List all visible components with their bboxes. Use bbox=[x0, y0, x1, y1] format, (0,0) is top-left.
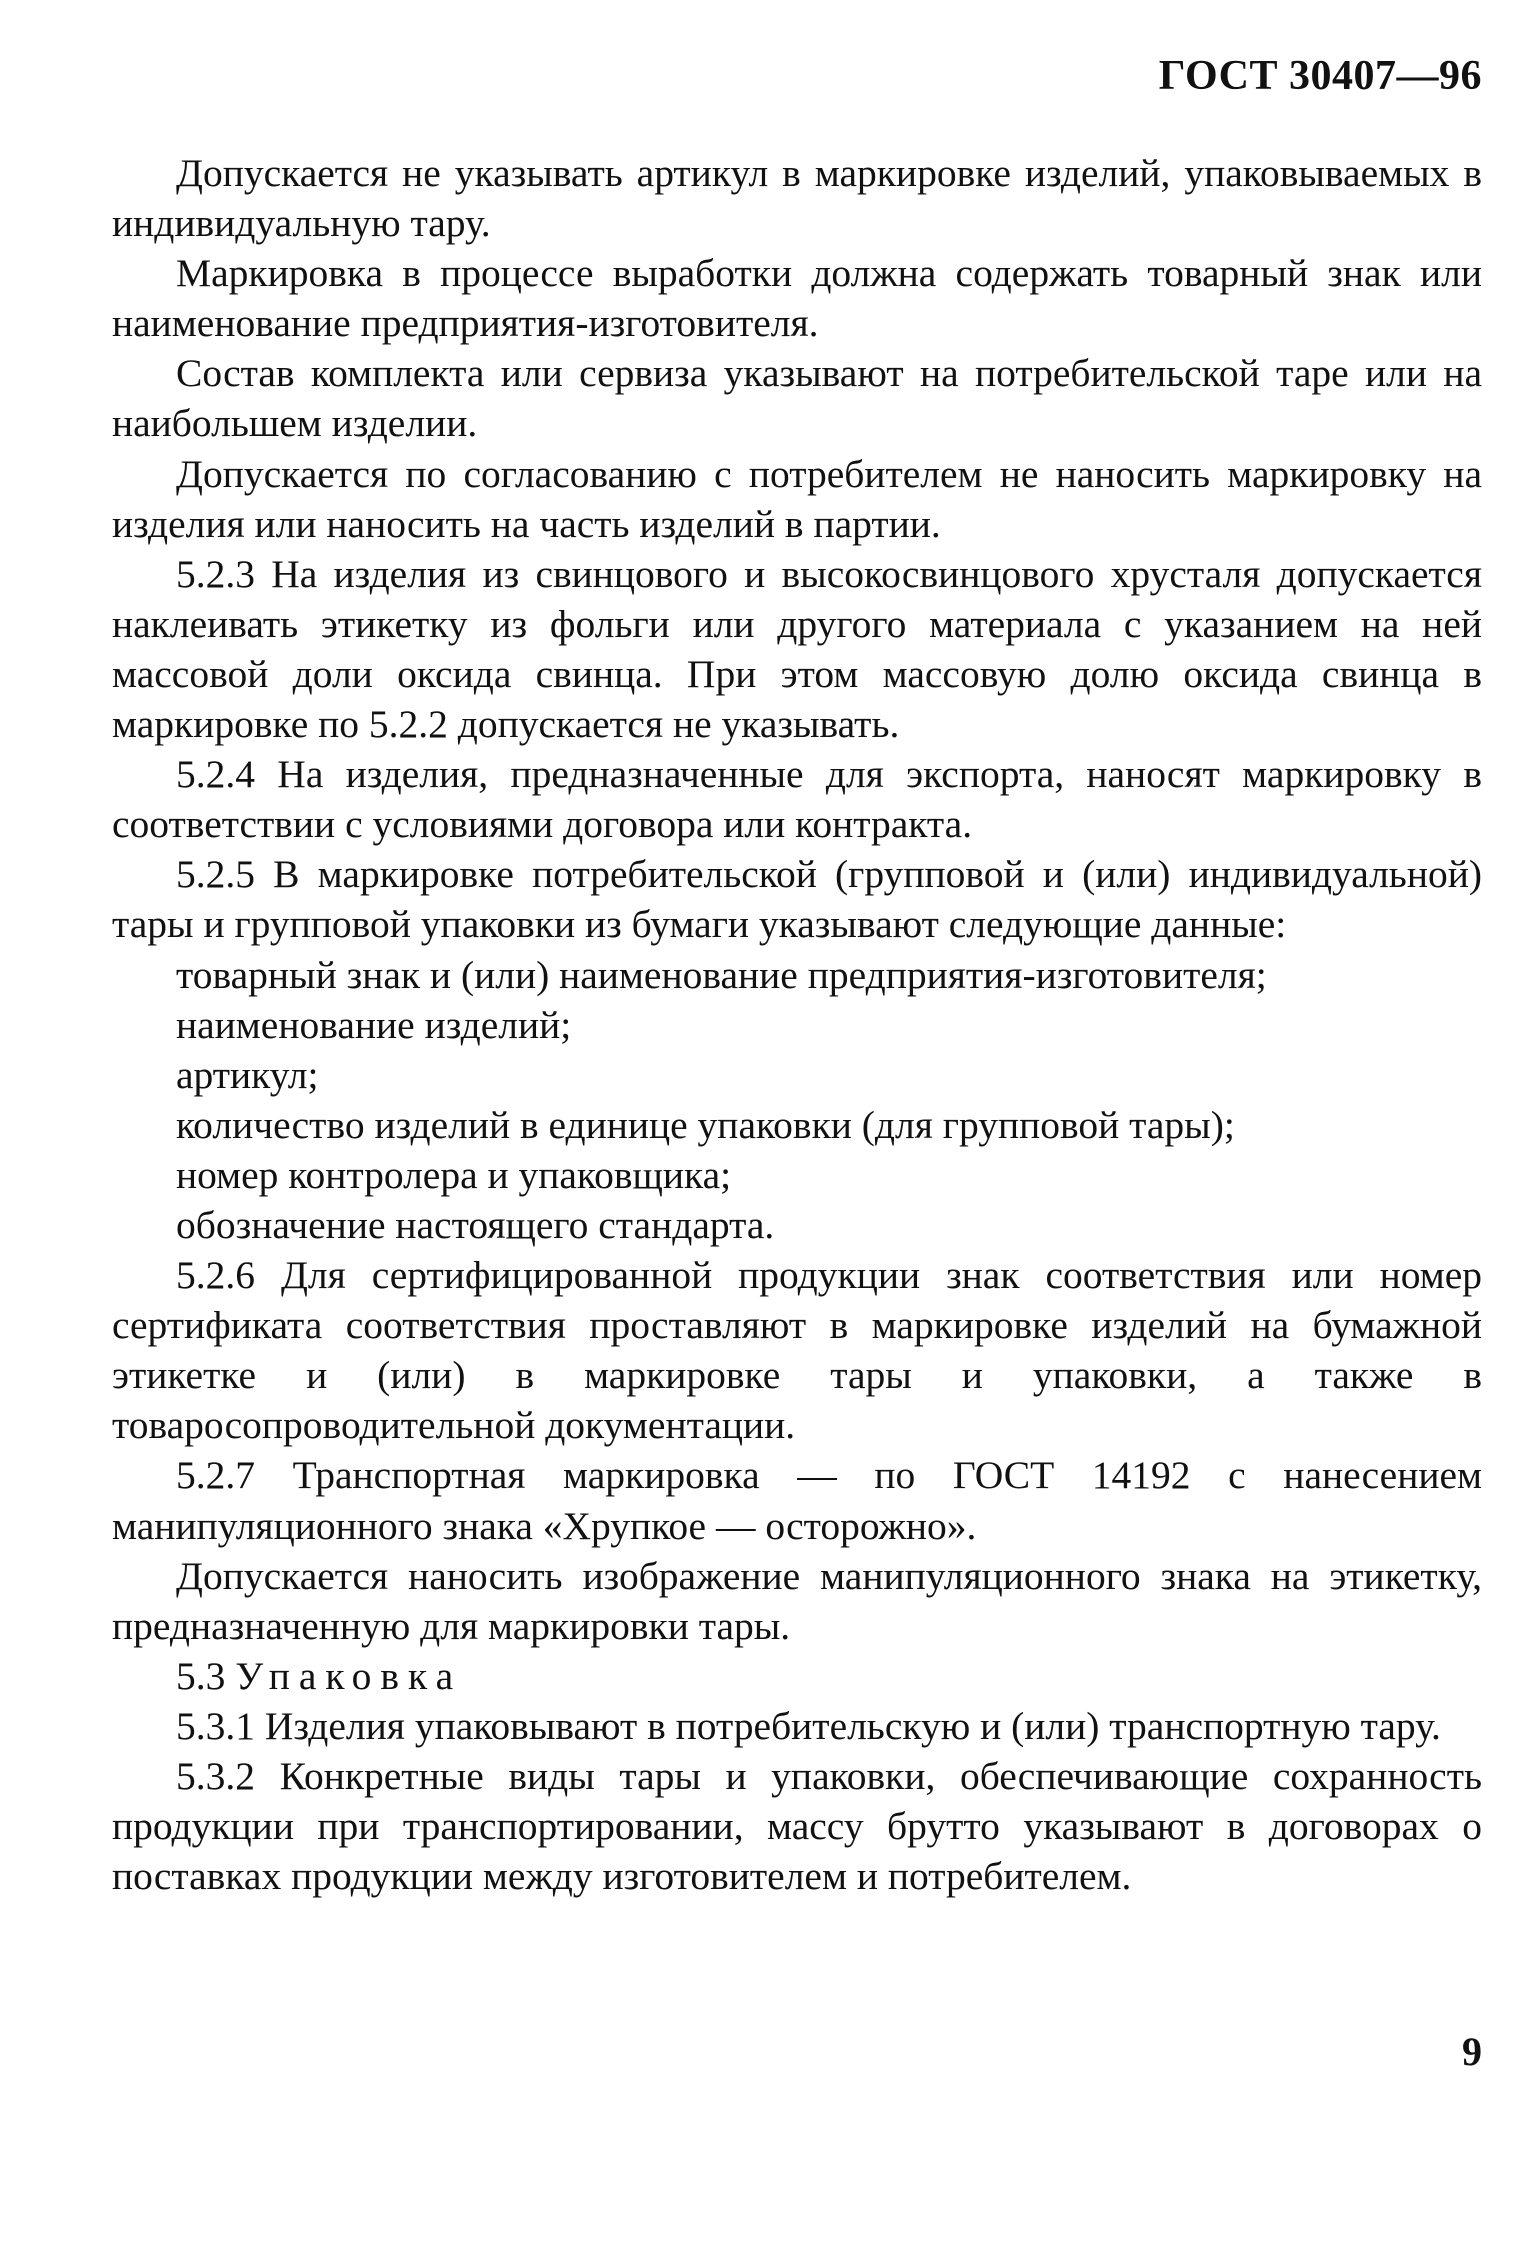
list-item: номер контролера и упаковщика; bbox=[176, 1152, 732, 1197]
paragraph-5-3-1: 5.3.1 Изделия упаковывают в потребительскую и (или) транспортную тару. bbox=[176, 1703, 1441, 1748]
paragraph-5-2-3: 5.2.3 На изделия из свинцового и высокосвинцового хрусталя допускается наклеивать этикетку из фольги или другого материала с указанием на ней массовой доли оксида свинца. При этом массовую долю оксида свинца в маркировке по 5.2.2 допускается не указывать. bbox=[112, 551, 1482, 747]
paragraph-production-marking: Маркировка в процессе выработки должна содержать товарный знак или наименование предприятия-изготовителя. bbox=[112, 251, 1482, 346]
section-heading-5-3 bbox=[112, 1651, 1482, 1701]
list-item: обозначение настоящего стандарта. bbox=[176, 1202, 775, 1247]
paragraph-5-2-6: 5.2.6 Для сертифицированной продукции знак соответствия или номер сертификата соответствия проставляют в маркировке изделий на бумажной этикетке и (или) в маркировке тары и упаковки, а также в товаросопроводительной документации. bbox=[112, 1253, 1482, 1448]
paragraph-handling-sign: Допускается наносить изображение манипуляционного знака на этикетку, предназначенную для маркировки тары. bbox=[112, 1553, 1482, 1648]
marking-data-list bbox=[112, 950, 1482, 1251]
list-item: наименование изделий; bbox=[176, 1002, 572, 1047]
paragraph-5-3-2: 5.3.2 Конкретные виды тары и упаковки, обеспечивающие сохранность продукции при транспортировании, массу брутто указывают в договорах о поставках продукции между изготовителем и потребителем. bbox=[112, 1754, 1482, 1899]
section-number: 5.3 bbox=[176, 1653, 226, 1698]
list-item: количество изделий в единице упаковки (для групповой тары); bbox=[176, 1102, 1235, 1147]
paragraph-set-composition: Состав комплекта или сервиза указывают на потребительской таре или на наибольшем изделии. bbox=[112, 351, 1482, 446]
list-item: товарный знак и (или) наименование предприятия-изготовителя; bbox=[176, 952, 1267, 997]
paragraph-5-2-4: 5.2.4 На изделия, предназначенные для экспорта, наносят маркировку в соответствии с условиями договора или контракта. bbox=[112, 752, 1482, 847]
document-body bbox=[112, 148, 1482, 1901]
page-number: 9 bbox=[1462, 2029, 1482, 2074]
section-title: Упаковка bbox=[235, 1653, 463, 1698]
paragraph-5-2-7: 5.2.7 Транспортная маркировка — по ГОСТ 14192 с нанесением манипуляционного знака «Хрупкое — осторожно». bbox=[112, 1453, 1482, 1548]
paragraph-marking-agreement: Допускается по согласованию с потребителем не наносить маркировку на изделия или наносить на часть изделий в партии. bbox=[112, 451, 1482, 546]
document-code-header: ГОСТ 30407—96 bbox=[1158, 53, 1482, 99]
paragraph-article-omission: Допускается не указывать артикул в маркировке изделий, упаковываемых в индивидуальную тару. bbox=[112, 151, 1482, 246]
paragraph-5-2-5: 5.2.5 В маркировке потребительской (групповой и (или) индивидуальной) тары и групповой упаковки из бумаги указывают следующие данные: bbox=[112, 852, 1482, 947]
list-item: артикул; bbox=[176, 1052, 319, 1097]
